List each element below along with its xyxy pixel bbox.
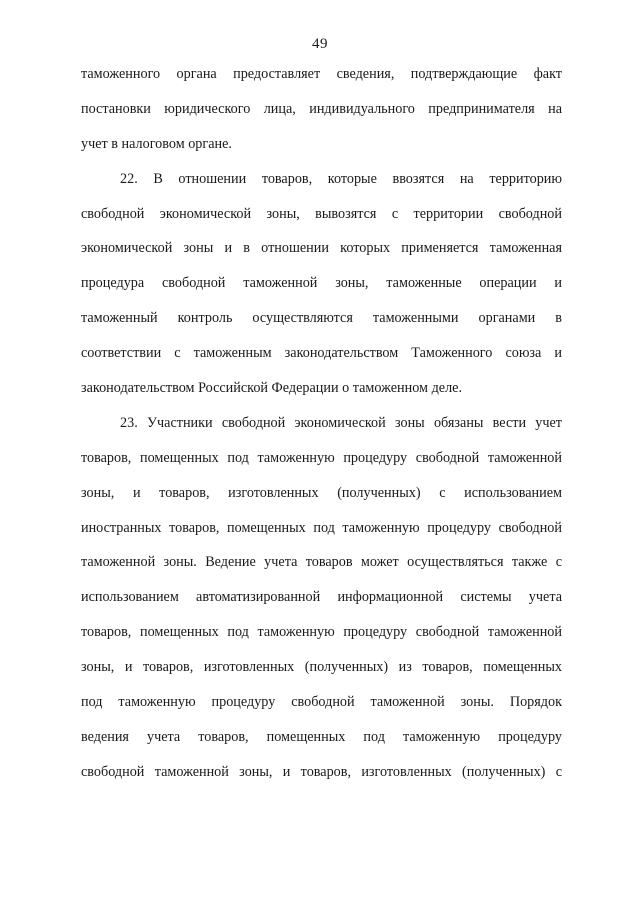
text-line: свободной экономической зоны, вывозятся с территории свободной — [81, 205, 562, 222]
text-line: зоны, и товаров, изготовленных (полученных) из товаров, помещенных — [81, 659, 562, 676]
text-line: таможенной зоны. Ведение учета товаров может осуществляться также с — [81, 554, 562, 571]
page-number: 49 — [312, 36, 328, 52]
text-line: использованием автоматизированной информационной системы учета — [81, 589, 562, 606]
text-line: таможенного органа предоставляет сведения, подтверждающие факт — [81, 66, 562, 82]
text-line: иностранных товаров, помещенных под таможенную процедуру свободной — [81, 519, 562, 536]
text-line: 22. В отношении товаров, которые ввозятся на территорию — [120, 170, 562, 187]
text-line: таможенный контроль осуществляются таможенными органами в — [81, 310, 562, 327]
text-line: законодательством Российской Федерации о таможенном деле. — [81, 380, 463, 397]
text-line: зоны, и товаров, изготовленных (полученных) с использованием — [81, 484, 562, 501]
text-line: учет в налоговом органе. — [81, 135, 232, 152]
text-line: экономической зоны и в отношении которых применяется таможенная — [81, 240, 562, 257]
text-line: соответствии с таможенным законодательством Таможенного союза и — [81, 345, 562, 362]
text-line: ведения учета товаров, помещенных под таможенную процедуру — [81, 728, 562, 745]
text-line: процедура свободной таможенной зоны, таможенные операции и — [81, 275, 562, 292]
text-line: товаров, помещенных под таможенную процедуру свободной таможенной — [81, 449, 562, 466]
text-line: товаров, помещенных под таможенную процедуру свободной таможенной — [81, 624, 562, 641]
text-line: 23. Участники свободной экономической зоны обязаны вести учет — [120, 414, 562, 431]
body-text — [81, 57, 562, 790]
text-line: под таможенную процедуру свободной таможенной зоны. Порядок — [81, 694, 562, 711]
text-line: постановки юридического лица, индивидуального предпринимателя на — [81, 100, 562, 117]
text-line: свободной таможенной зоны, и товаров, изготовленных (полученных) с — [81, 763, 562, 780]
